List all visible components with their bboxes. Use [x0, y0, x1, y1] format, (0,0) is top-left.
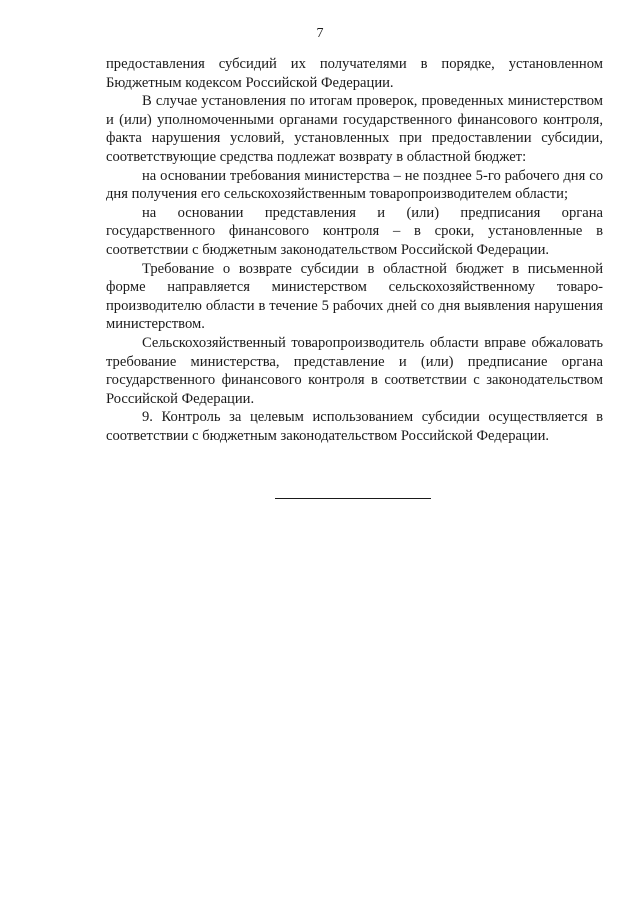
paragraph-control-body-order: на основании представления и (или) предписания органа государственного финансового контроля – в сроки, установленные в соответствии с бюджетным законодательством Российской Федерации.: [106, 204, 603, 258]
paragraph-item-9-control: 9. Контроль за целевым использованием субсидии осуществляется в соответствии с бюджетным законодательством Российской Федерации.: [106, 409, 603, 444]
paragraph-written-demand: Требование о возврате субсидии в областной бюджет в письменной форме направляется министерством сельскохозяйственному товаро-производителю области в течение 5 рабочих дней со дня выявления нарушения министерством.: [106, 260, 603, 333]
paragraph-appeal-right: Сельскохозяйственный товаропроизводитель области вправе обжаловать требование министерства, представление и (или) предписание органа государственного финансового контроля в соответствии с законодательством Российской Федерации.: [106, 334, 603, 407]
document-body: [106, 55, 603, 445]
paragraph-subsidy-procedure: предоставления субсидий их получателями в порядке, установленном Бюджетным кодексом Российской Федерации.: [106, 56, 603, 91]
closing-divider: [275, 498, 431, 499]
page-number: 7: [316, 26, 324, 41]
paragraph-ministry-requirement: на основании требования министерства – не позднее 5-го рабочего дня со дня получения его сельскохозяйственным товаропроизводителем области;: [106, 167, 603, 203]
paragraph-violation-refund: В случае установления по итогам проверок, проведенных министерством и (или) уполномоченными органами государственного финансового контроля, факта нарушения условий, установленных при предоставлении субсидии, соответствующие средства подлежат возврату в областной бюджет:: [106, 93, 603, 165]
